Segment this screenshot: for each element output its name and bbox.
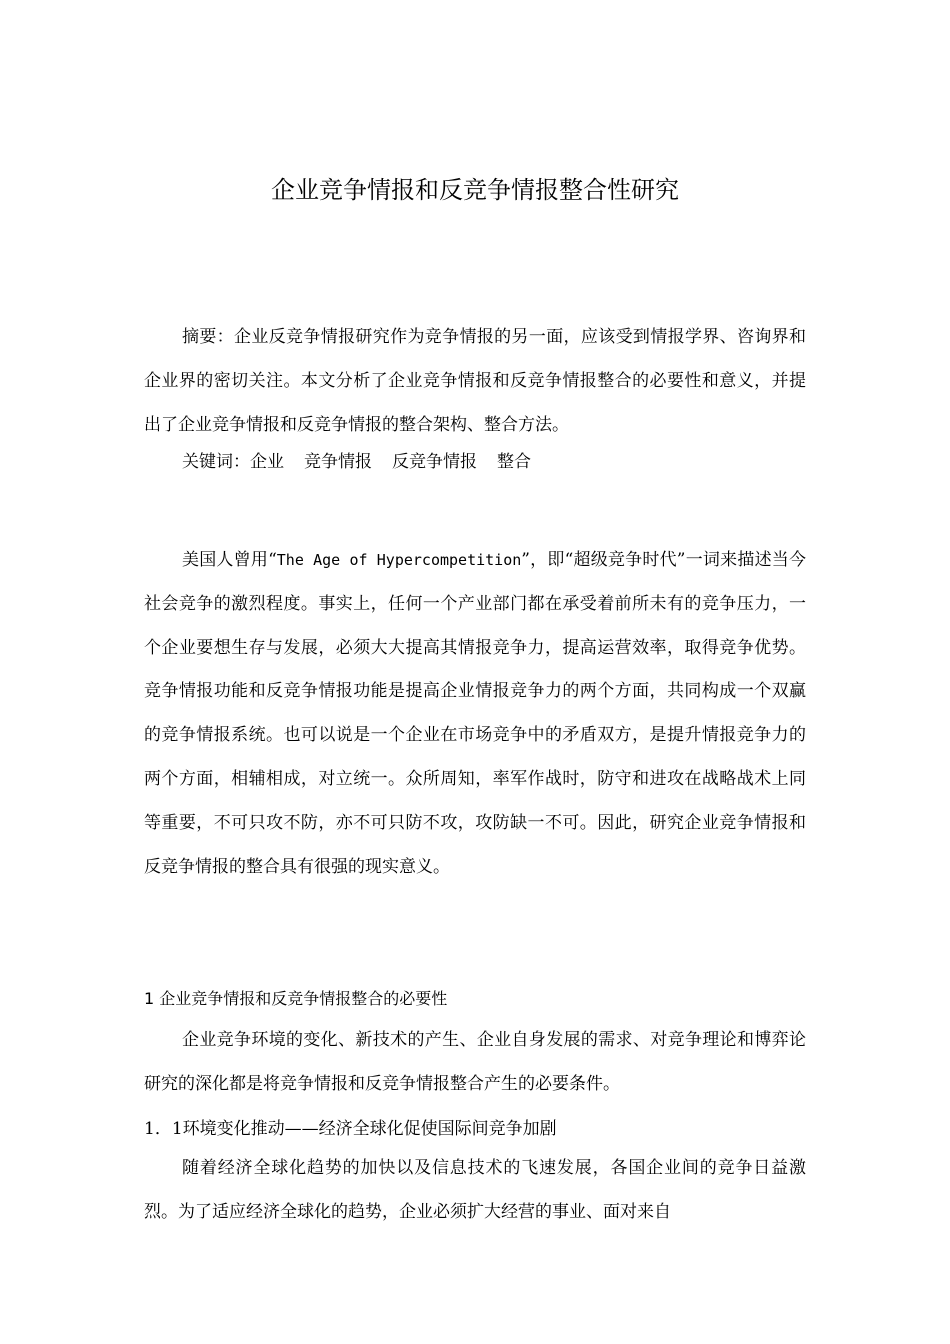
- abstract-text: 企业反竞争情报研究作为竞争情报的另一面，应该受到情报学界、咨询界和企业界的密切关注。本文分析了企业竞争情报和反竞争情报整合的必要性和意义，并提出了企业竞争情报和反竞争情报的整合架构、整合方法。: [144, 327, 807, 435]
- keyword-item: 企业: [250, 452, 284, 472]
- intro-english-phrase: The Age of Hypercompetition: [276, 551, 522, 569]
- abstract-label: 摘要：: [182, 327, 235, 347]
- section-heading: 1 企业竞争情报和反竞争情报整合的必要性: [144, 989, 448, 1008]
- keywords-label: 关键词：: [182, 452, 250, 472]
- document-title: 企业竞争情报和反竞争情报整合性研究: [271, 176, 679, 204]
- subsection-paragraph: 随着经济全球化趋势的加快以及信息技术的飞速发展，各国企业间的竞争日益激烈。为了适应经济全球化的趋势，企业必须扩大经营的事业、面对来自: [144, 1158, 806, 1222]
- intro-text-before: 美国人曾用“: [182, 550, 277, 570]
- subsection-heading: 1．1环境变化推动——经济全球化促使国际间竞争加剧: [144, 1119, 557, 1139]
- keyword-item: 反竞争情报: [392, 452, 477, 472]
- keywords-paragraph: [144, 441, 806, 485]
- section-paragraph: 企业竞争环境的变化、新技术的产生、企业自身发展的需求、对竞争理论和博弈论研究的深化都是将竞争情报和反竞争情报整合产生的必要条件。: [144, 1030, 806, 1094]
- keyword-item: 竞争情报: [304, 452, 372, 472]
- intro-paragraph: [144, 539, 806, 889]
- abstract-paragraph: [144, 316, 806, 447]
- intro-text-after: ”，即“超级竞争时代”一词来描述当今社会竞争的激烈程度。事实上，任何一个产业部门都在承受着前所未有的竞争压力，一个企业要想生存与发展，必须大大提高其情报竞争力，提高运营效率，取得竞争优势。竞争情报功能和反竞争情报功能是提高企业情报竞争力的两个方面，共同构成一个双赢的竞争情报系统。也可以说是一个企业在市场竞争中的矛盾双方，是提升情报竞争力的两个方面，相辅相成，对立统一。众所周知，率军作战时，防守和进攻在战略战术上同等重要，不可只攻不防，亦不可只防不攻，攻防缺一不可。因此，研究企业竞争情报和反竞争情报的整合具有很强的现实意义。: [144, 550, 806, 877]
- keyword-item: 整合: [497, 452, 531, 472]
